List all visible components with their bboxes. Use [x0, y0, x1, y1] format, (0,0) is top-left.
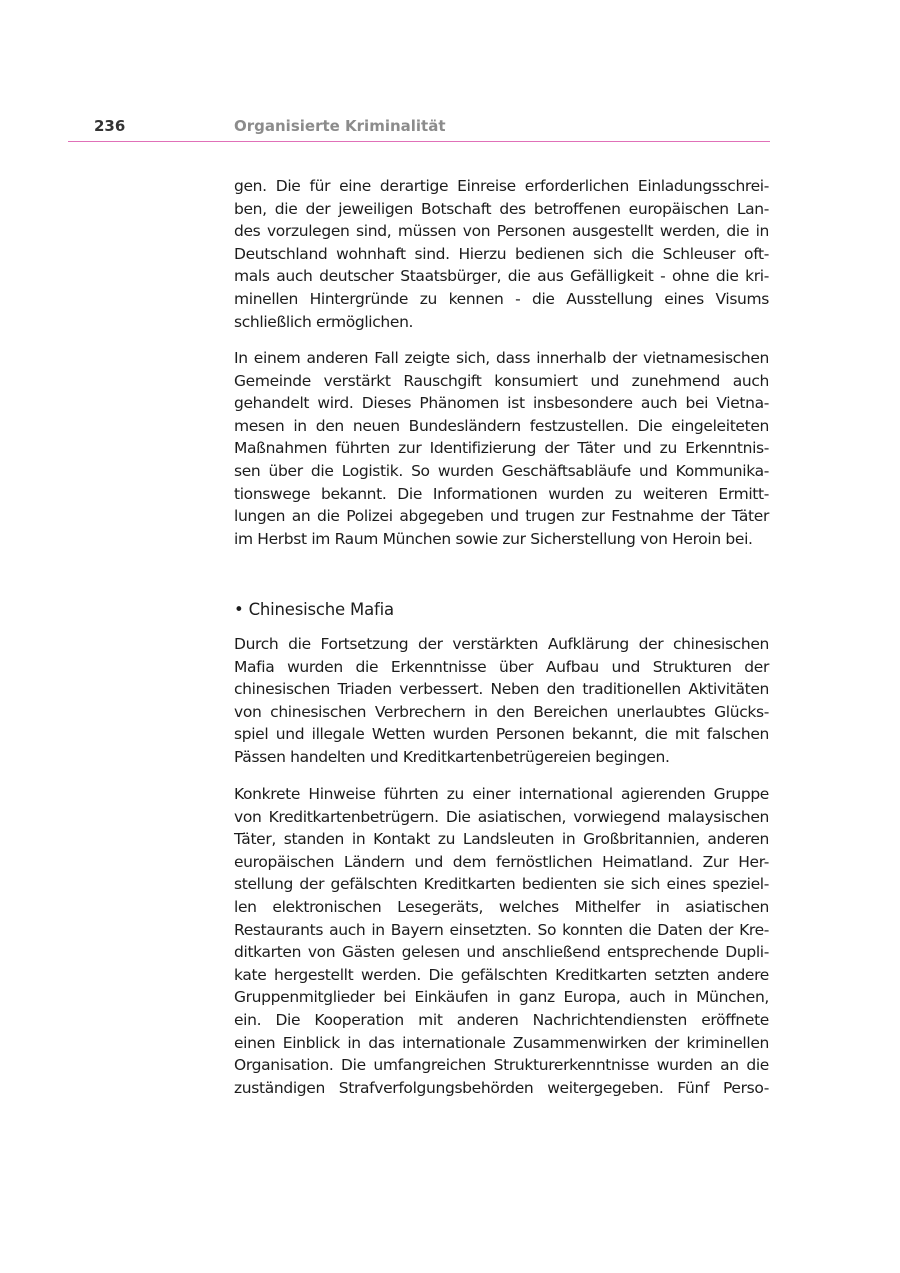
text-line: ein. Die Kooperation mit anderen Nachrichtendiensten eröffnete [234, 1010, 769, 1029]
text-line: ditkarten von Gästen gelesen und anschließend entsprechende Dupli- [234, 943, 769, 962]
text-line: In einem anderen Fall zeigte sich, dass innerhalb der vietnamesischen [234, 349, 769, 367]
text-line: gehandelt wird. Dieses Phänomen ist insbesondere auch bei Vietna- [234, 394, 769, 413]
text-line: einen Einblick in das internationale Zusammenwirken der kriminellen [234, 1033, 769, 1052]
running-head: Organisierte Kriminalität [234, 117, 446, 135]
text-line: schließlich ermöglichen. [234, 312, 414, 331]
text-line: chinesischen Triaden verbessert. Neben den traditionellen Aktivitäten [234, 680, 769, 699]
text-line: Restaurants auch in Bayern einsetzten. So konnten die Daten der Kre- [234, 920, 769, 939]
text-line: des vorzulegen sind, müssen von Personen ausgestellt werden, die in [234, 222, 769, 241]
text-line: tionswege bekannt. Die Informationen wurden zu weiteren Ermitt- [234, 484, 769, 503]
text-line: Mafia wurden die Erkenntnisse über Aufbau und Strukturen der [234, 657, 769, 676]
text-line: von Kreditkartenbetrügern. Die asiatischen, vorwiegend malaysischen [234, 807, 769, 826]
text-line: europäischen Ländern und dem fernöstlichen Heimatland. Zur Her- [234, 852, 769, 871]
text-line: ben, die der jeweiligen Botschaft des betroffenen europäischen Lan- [234, 199, 769, 218]
text-line: Deutschland wohnhaft sind. Hierzu bedienen sich die Schleuser oft- [234, 244, 769, 263]
text-line: von chinesischen Verbrechern in den Bereichen unerlaubtes Glücks- [234, 702, 769, 721]
text-line: mesen in den neuen Bundesländern festzustellen. Die eingeleiteten [234, 416, 769, 435]
text-line: kate hergestellt werden. Die gefälschten Kreditkarten setzten andere [234, 965, 769, 984]
text-line: len elektronischen Lesegeräts, welches Mithelfer in asiatischen [234, 897, 769, 916]
paragraph-3 [234, 633, 769, 769]
text-line: Gruppenmitglieder bei Einkäufen in ganz Europa, auch in München, [234, 988, 769, 1007]
text-line: spiel und illegale Wetten wurden Personen bekannt, die mit falschen [234, 725, 769, 744]
paragraph-1 [234, 175, 769, 333]
text-line: mals auch deutscher Staatsbürger, die aus Gefälligkeit - ohne die kri- [234, 267, 769, 286]
header-rule [68, 141, 770, 142]
text-line: minellen Hintergründe zu kennen - die Ausstellung eines Visums [234, 289, 769, 308]
text-line: im Herbst im Raum München sowie zur Sicherstellung von Heroin bei. [234, 529, 753, 548]
section-heading: • Chinesische Mafia [234, 600, 394, 619]
text-line: Organisation. Die umfangreichen Strukturerkenntnisse wurden an die [234, 1056, 769, 1075]
text-line: sen über die Logistik. So wurden Geschäftsabläufe und Kommunika- [234, 461, 769, 480]
text-line: Pässen handelten und Kreditkartenbetrügereien begingen. [234, 747, 670, 766]
text-line: Gemeinde verstärkt Rauschgift konsumiert und zunehmend auch [234, 371, 769, 390]
text-line: Konkrete Hinweise führten zu einer international agierenden Gruppe [234, 785, 769, 803]
page-number: 236 [94, 117, 126, 135]
paragraph-2 [234, 347, 769, 550]
paragraph-4 [234, 783, 769, 1099]
text-line: lungen an die Polizei abgegeben und trugen zur Festnahme der Täter [234, 507, 769, 526]
text-line: zuständigen Strafverfolgungsbehörden weitergegeben. Fünf Perso- [234, 1078, 769, 1097]
text-line: Durch die Fortsetzung der verstärkten Aufklärung der chinesischen [234, 635, 769, 653]
text-line: Maßnahmen führten zur Identifizierung der Täter und zu Erkenntnis- [234, 439, 769, 458]
text-line: gen. Die für eine derartige Einreise erforderlichen Einladungsschrei- [234, 177, 769, 195]
text-line: stellung der gefälschten Kreditkarten bedienten sie sich eines speziel- [234, 875, 769, 894]
text-line: Täter, standen in Kontakt zu Landsleuten in Großbritannien, anderen [234, 830, 769, 849]
